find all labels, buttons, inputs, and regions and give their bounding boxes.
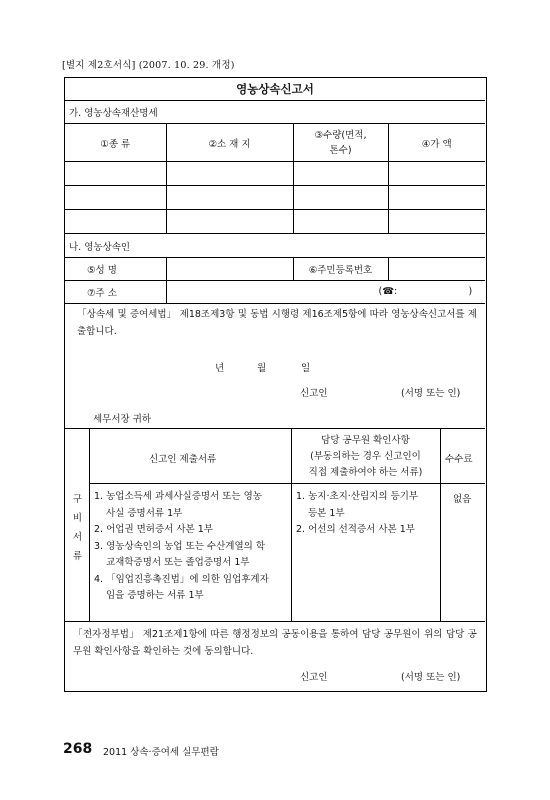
col-location: ②소 재 지: [208, 138, 251, 150]
submitted-docs-list: [94, 489, 290, 605]
cell-location[interactable]: [166, 210, 293, 234]
list-item: 4. 「임업진흥촉진법」에 의한 임업후계자 임을 증명하는 서류 1부: [94, 573, 269, 601]
cell-value[interactable]: [388, 162, 485, 186]
list-item: 2. 어업권 면허증서 사본 1부: [94, 524, 213, 535]
recipient: 세무서장 귀하: [93, 414, 152, 425]
cell-value[interactable]: [388, 210, 485, 234]
address-field[interactable]: [166, 281, 485, 304]
cell-location[interactable]: [166, 186, 293, 210]
inheritance-report-form: [64, 77, 487, 692]
property-table: [65, 123, 485, 234]
section-a-label: 가. 영농상속재산명세: [69, 108, 158, 119]
form-reference-note: [별지 제2호서식] (2007. 10. 29. 개정): [62, 60, 235, 71]
consent-reporter-label: 신고인: [300, 672, 328, 683]
cell-type[interactable]: [65, 210, 166, 234]
col-value: ④가 액: [421, 138, 452, 150]
fee-header: 수수료: [445, 454, 473, 465]
list-item: 3. 영농상속인의 농업 또는 수산계열의 학 교재학증명서 또는 졸업증명서 1부: [94, 540, 265, 568]
date-month: 월: [257, 363, 267, 374]
attachments-side-label: 구 비 서 류: [72, 494, 83, 562]
book-title: 2011 상속·증여세 실무편람: [103, 747, 219, 758]
fee-value: 없음: [453, 494, 472, 505]
cell-type[interactable]: [65, 186, 166, 210]
date-day: 일: [301, 363, 311, 374]
cell-value[interactable]: [388, 186, 485, 210]
col-type: ①종 류: [100, 138, 131, 150]
consent-reporter-sign: (서명 또는 인): [401, 672, 461, 683]
officer-check-header: 담당 공무원 확인사항 (부동의하는 경우 신고인이 직접 제출하여야 하는 서류): [308, 435, 423, 478]
submitted-docs-header: 신고인 제출서류: [149, 454, 217, 465]
cell-type[interactable]: [65, 162, 166, 186]
declaration-text: 「상속세 및 증여세법」 제18조제3항 및 동법 시행령 제16조제5항에 따라 영농상속신고서를 제출합니다.: [77, 309, 477, 337]
consent-text: 「전자정부법」 제21조제1항에 따른 행정정보의 공동이용을 통하여 담당 공무원이 위의 담당 공무원 확인사항을 확인하는 것에 동의합니다.: [73, 629, 477, 657]
resident-id-label: ⑥주민등록번호: [308, 265, 373, 276]
list-item: 1. 농지·초지·산림지의 등기부 등본 1부: [296, 491, 419, 519]
page-number: 268: [63, 741, 93, 757]
resident-id-field[interactable]: [388, 258, 485, 281]
name-field[interactable]: [166, 258, 293, 281]
cell-quantity[interactable]: [293, 210, 388, 234]
cell-quantity[interactable]: [293, 162, 388, 186]
address-label: ⑦주 소: [87, 288, 117, 299]
col-quantity: ③수량(면적, 톤수): [314, 129, 367, 156]
reporter-sign: (서명 또는 인): [401, 388, 461, 399]
form-title: 영농상속신고서: [65, 78, 485, 101]
section-b-label: 나. 영농상속인: [69, 242, 131, 253]
property-row: [65, 210, 485, 234]
reporter-label: 신고인: [300, 388, 328, 399]
property-table-header: [65, 124, 485, 162]
list-item: 1. 농업소득세 과세사실증명서 또는 영농 사실 증명서류 1부: [94, 491, 262, 519]
officer-check-list: [296, 489, 440, 539]
cell-quantity[interactable]: [293, 186, 388, 210]
phone-label: (☎:: [378, 286, 398, 297]
name-label: ⑤성 명: [87, 265, 117, 276]
phone-close: ): [468, 286, 473, 297]
heir-table: [65, 257, 485, 304]
list-item: 2. 어선의 선적증서 사본 1부: [296, 524, 415, 535]
property-row: [65, 162, 485, 186]
property-row: [65, 186, 485, 210]
date-year: 년: [215, 363, 225, 374]
cell-location[interactable]: [166, 162, 293, 186]
